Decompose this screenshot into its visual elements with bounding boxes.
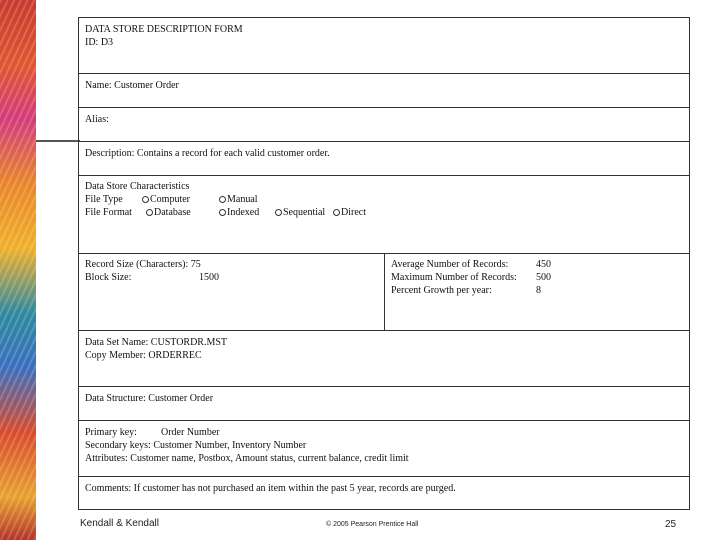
keys-row [79,421,689,477]
growth-label: Percent Growth per year: [391,285,492,296]
file-format-label: File Format [85,207,132,218]
avg-records-value: 450 [536,259,551,270]
data-structure: Data Structure: Customer Order [85,393,214,404]
radio-icon [142,196,149,203]
block-size-value: 1500 [199,272,219,283]
radio-icon [275,209,282,216]
footer-author: Kendall & Kendall [80,518,159,529]
copy-member: Copy Member: ORDERREC [85,350,202,361]
file-type-option-manual: Manual [219,193,258,206]
column-divider [384,254,385,330]
page-number: 25 [665,519,677,530]
decorative-rule [36,140,80,142]
footer-copyright: © 2005 Pearson Prentice Hall [326,521,419,528]
data-set-row [79,331,689,387]
form-header-row [79,18,689,74]
form-id: ID: D3 [85,37,114,48]
form-title: DATA STORE DESCRIPTION FORM [85,24,243,35]
name-row [79,74,689,108]
comments-row [79,477,689,511]
file-type-label: File Type [85,194,123,205]
file-format-option-direct: Direct [333,206,366,219]
description-field: Description: Contains a record for each valid customer order. [85,148,330,159]
radio-icon [219,209,226,216]
primary-key-label: Primary key: [85,427,137,438]
data-set-name: Data Set Name: CUSTORDR.MST [85,337,228,348]
data-store-description-form [78,17,690,510]
attributes: Attributes: Customer name, Postbox, Amount status, current balance, credit limit [85,453,409,464]
characteristics-heading: Data Store Characteristics [85,181,190,192]
alias-field: Alias: [85,114,109,125]
max-records-value: 500 [536,272,551,283]
avg-records-label: Average Number of Records: [391,259,509,270]
file-format-option-sequential: Sequential [275,206,325,219]
primary-key-value: Order Number [161,427,220,438]
characteristics-row [79,176,689,254]
radio-icon [219,196,226,203]
radio-icon [146,209,153,216]
alias-row [79,108,689,142]
file-format-option-database: Database [146,206,191,219]
file-format-option-indexed: Indexed [219,206,259,219]
block-size-label: Block Size: [85,272,132,283]
name-field: Name: Customer Order [85,80,179,91]
record-size: Record Size (Characters): 75 [85,259,201,270]
comments: Comments: If customer has not purchased an item within the past 5 year, records are purged. [85,483,456,494]
radio-icon [333,209,340,216]
decorative-woven-stripe [0,0,36,540]
record-sizes-row [79,254,689,331]
data-structure-row [79,387,689,421]
secondary-keys: Secondary keys: Customer Number, Inventory Number [85,440,307,451]
description-row [79,142,689,176]
file-type-option-computer: Computer [142,193,190,206]
max-records-label: Maximum Number of Records: [391,272,517,283]
growth-value: 8 [536,285,541,296]
